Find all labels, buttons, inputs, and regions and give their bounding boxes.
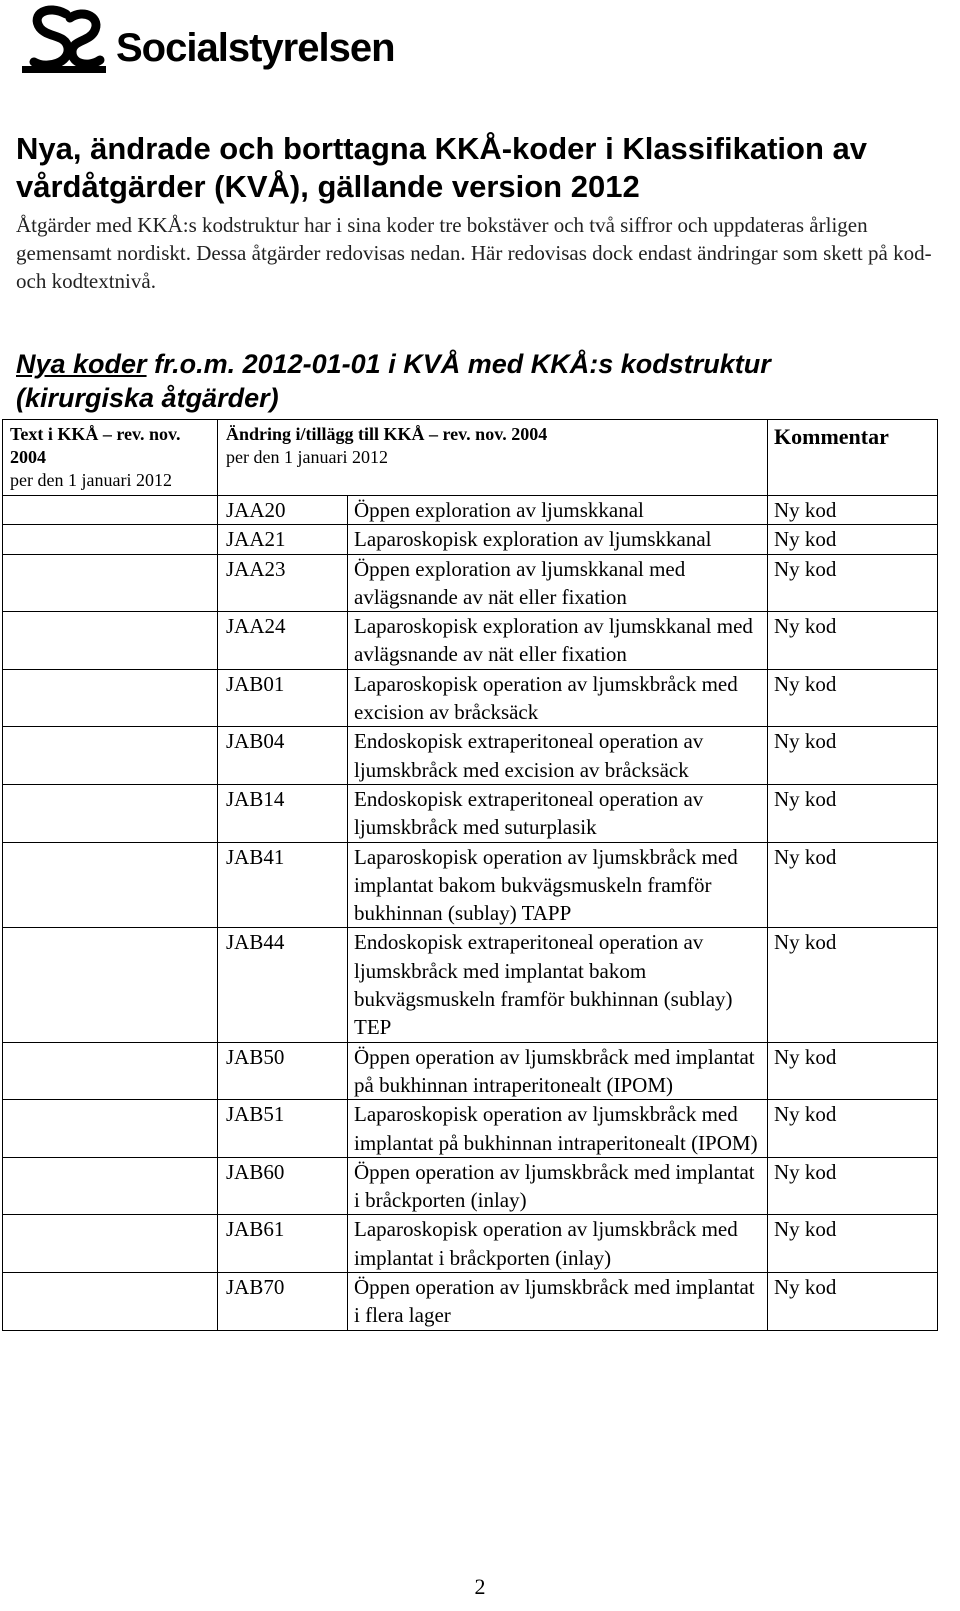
original-text-cell — [3, 496, 218, 525]
code-cell: JAB14 — [218, 784, 348, 842]
header-change-sub: per den 1 januari 2012 — [226, 447, 388, 467]
code-cell: JAB04 — [218, 727, 348, 785]
table-row — [3, 1042, 938, 1100]
code-text-cell: Öppen exploration av ljumskkanal — [348, 496, 768, 525]
table-row — [3, 727, 938, 785]
original-text-cell — [3, 1215, 218, 1273]
comment-cell: Ny kod — [768, 669, 938, 727]
table-row — [3, 1100, 938, 1158]
table-row — [3, 669, 938, 727]
comment-cell: Ny kod — [768, 1157, 938, 1215]
code-cell: JAB51 — [218, 1100, 348, 1158]
original-text-cell — [3, 928, 218, 1042]
table-row — [3, 554, 938, 612]
table-row — [3, 784, 938, 842]
comment-cell: Ny kod — [768, 612, 938, 670]
comment-cell: Ny kod — [768, 784, 938, 842]
codes-table — [2, 419, 938, 1331]
comment-cell: Ny kod — [768, 496, 938, 525]
header-original-text-title: Text i KKÅ – rev. nov. 2004 — [10, 424, 181, 467]
section-heading — [16, 347, 916, 415]
code-cell: JAB01 — [218, 669, 348, 727]
section-heading-rest: fr.o.m. 2012-01-01 i KVÅ med KKÅ:s kodstruktur (kirurgiska åtgärder) — [16, 349, 771, 413]
logo-text: Socialstyrelsen — [116, 26, 395, 70]
comment-cell: Ny kod — [768, 727, 938, 785]
header-comment — [768, 420, 938, 496]
table-row — [3, 1157, 938, 1215]
original-text-cell — [3, 1100, 218, 1158]
original-text-cell — [3, 1273, 218, 1331]
code-cell: JAA20 — [218, 496, 348, 525]
table-row — [3, 1273, 938, 1331]
code-text-cell: Laparoskopisk operation av ljumskbråck med implantat i bråckporten (inlay) — [348, 1215, 768, 1273]
header-original-text-sub: per den 1 januari 2012 — [10, 470, 172, 490]
code-text-cell: Laparoskopisk exploration av ljumskkanal med avlägsnande av nät eller fixation — [348, 612, 768, 670]
logo — [18, 4, 398, 76]
page-number: 2 — [474, 1574, 486, 1599]
code-text-cell: Laparoskopisk operation av ljumskbråck med implantat på bukhinnan intraperitonealt (IPOM) — [348, 1100, 768, 1158]
original-text-cell — [3, 525, 218, 554]
table-row — [3, 612, 938, 670]
code-cell: JAB70 — [218, 1273, 348, 1331]
code-text-cell: Laparoskopisk exploration av ljumskkanal — [348, 525, 768, 554]
code-text-cell: Öppen operation av ljumskbråck med implantat på bukhinnan intraperitonealt (IPOM) — [348, 1042, 768, 1100]
original-text-cell — [3, 612, 218, 670]
code-cell: JAB60 — [218, 1157, 348, 1215]
code-text-cell: Laparoskopisk operation av ljumskbråck med implantat bakom bukvägsmuskeln framför bukhinnan (sublay) TAPP — [348, 842, 768, 928]
header-change-title: Ändring i/tillägg till KKÅ – rev. nov. 2004 — [226, 424, 548, 444]
original-text-cell — [3, 669, 218, 727]
comment-cell: Ny kod — [768, 1042, 938, 1100]
code-cell: JAA21 — [218, 525, 348, 554]
document-title: Nya, ändrade och borttagna KKÅ-koder i Klassifikation av vårdåtgärder (KVÅ), gällande version 2012 — [16, 131, 867, 204]
code-text-cell: Öppen operation av ljumskbråck med implantat i flera lager — [348, 1273, 768, 1331]
code-text-cell: Endoskopisk extraperitoneal operation av ljumskbråck med excision av bråcksäck — [348, 727, 768, 785]
original-text-cell — [3, 727, 218, 785]
code-cell: JAB41 — [218, 842, 348, 928]
intro-paragraph: Åtgärder med KKÅ:s kodstruktur har i sina koder tre bokstäver och två siffror och uppdateras årligen gemensamt nordiskt. Dessa åtgärder redovisas nedan. Här redovisas dock endast ändringar som skett på kod- och kodtextnivå. — [16, 213, 932, 293]
comment-cell: Ny kod — [768, 1273, 938, 1331]
header-comment-title: Kommentar — [774, 424, 889, 449]
table-row — [3, 928, 938, 1042]
comment-cell: Ny kod — [768, 1215, 938, 1273]
comment-cell: Ny kod — [768, 842, 938, 928]
table-row — [3, 1215, 938, 1273]
code-text-cell: Endoskopisk extraperitoneal operation av ljumskbråck med implantat bakom bukvägsmuskeln framför bukhinnan (sublay) TEP — [348, 928, 768, 1042]
header-change — [218, 420, 768, 496]
code-cell: JAB44 — [218, 928, 348, 1042]
code-text-cell: Endoskopisk extraperitoneal operation av ljumskbråck med suturplasik — [348, 784, 768, 842]
code-cell: JAA24 — [218, 612, 348, 670]
table-row — [3, 842, 938, 928]
comment-cell: Ny kod — [768, 554, 938, 612]
original-text-cell — [3, 842, 218, 928]
code-text-cell: Öppen exploration av ljumskkanal med avlägsnande av nät eller fixation — [348, 554, 768, 612]
code-text-cell: Öppen operation av ljumskbråck med implantat i bråckporten (inlay) — [348, 1157, 768, 1215]
table-row — [3, 496, 938, 525]
code-text-cell: Laparoskopisk operation av ljumskbråck med excision av bråcksäck — [348, 669, 768, 727]
original-text-cell — [3, 554, 218, 612]
code-cell: JAB61 — [218, 1215, 348, 1273]
comment-cell: Ny kod — [768, 928, 938, 1042]
code-cell: JAA23 — [218, 554, 348, 612]
original-text-cell — [3, 784, 218, 842]
original-text-cell — [3, 1157, 218, 1215]
code-cell: JAB50 — [218, 1042, 348, 1100]
socialstyrelsen-emblem-icon — [18, 4, 110, 76]
table-row — [3, 525, 938, 554]
comment-cell: Ny kod — [768, 1100, 938, 1158]
original-text-cell — [3, 1042, 218, 1100]
section-heading-underlined: Nya koder — [16, 349, 147, 379]
header-original-text — [3, 420, 218, 496]
comment-cell: Ny kod — [768, 525, 938, 554]
table-header-row — [3, 420, 938, 496]
